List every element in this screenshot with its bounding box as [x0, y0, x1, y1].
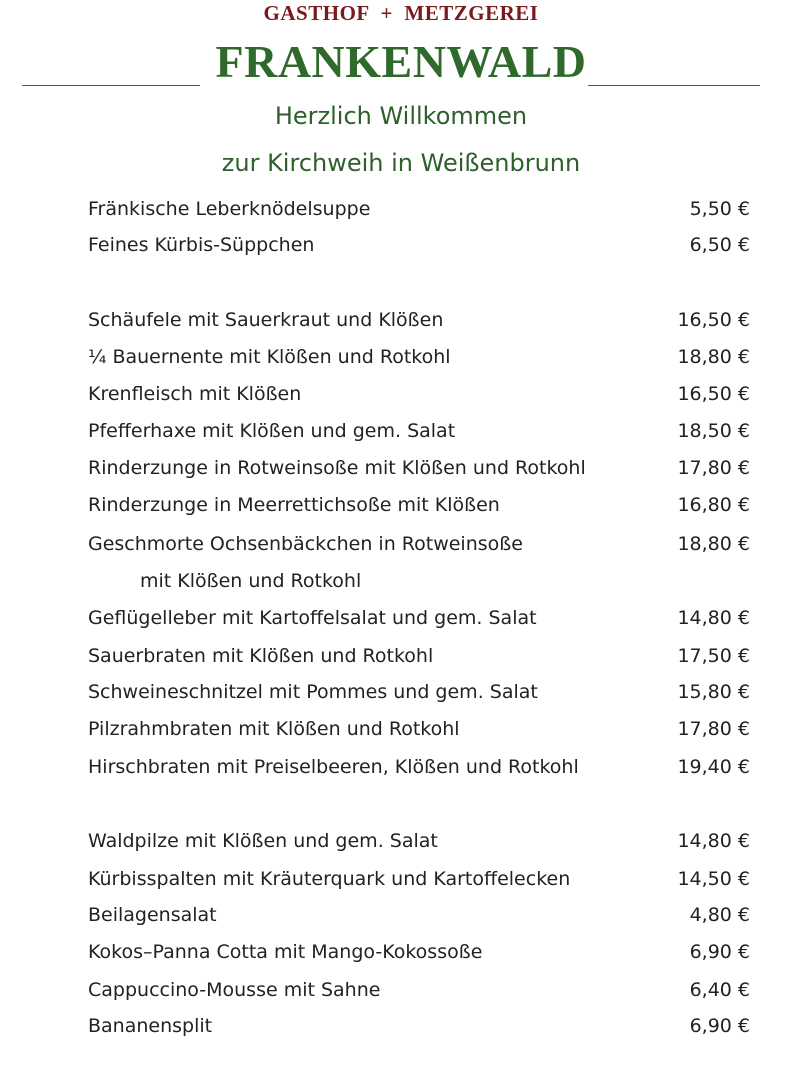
menu-item-name: Cappuccino-Mousse mit Sahne [88, 979, 381, 1001]
menu-item [88, 453, 756, 483]
menu-item [88, 677, 756, 707]
menu-item-price: 4,80 € [689, 904, 750, 926]
menu-item-price: 6,90 € [689, 941, 750, 963]
menu-item-price: 16,80 € [677, 494, 750, 516]
welcome-line-2: zur Kirchweih in Weißenbrunn [221, 149, 581, 177]
menu-item-price: 17,80 € [677, 718, 750, 740]
menu-item-name: Rinderzunge in Meerrettichsoße mit Klößen [88, 494, 500, 516]
menu-item-price: 14,50 € [677, 868, 750, 890]
menu-item-name: Schäufele mit Sauerkraut und Klößen [88, 309, 444, 331]
menu-item-name: Pilzrahmbraten mit Klößen und Rotkohl [88, 718, 460, 740]
menu-item-name: ¼ Bauernente mit Klößen und Rotkohl [88, 346, 451, 368]
menu-item [88, 752, 756, 782]
menu-item-price: 16,50 € [677, 309, 750, 331]
menu-item-price: 5,50 € [689, 198, 750, 220]
menu-item [88, 342, 756, 372]
menu-item [88, 194, 756, 224]
menu-item-name: Waldpilze mit Klößen und gem. Salat [88, 830, 438, 852]
menu-item [88, 1011, 756, 1041]
menu-item-name: Geschmorte Ochsenbäckchen in Rotweinsoße [88, 533, 523, 555]
menu-item-price: 17,80 € [677, 457, 750, 479]
menu-item-price: 15,80 € [677, 681, 750, 703]
menu-item-name: Geflügelleber mit Kartoffelsalat und gem. Salat [88, 607, 537, 629]
menu-item-price: 6,40 € [689, 979, 750, 1001]
menu-item-name: Beilagensalat [88, 904, 217, 926]
menu-item-price: 18,80 € [677, 533, 750, 555]
menu-item [88, 230, 756, 260]
menu-item [88, 975, 756, 1005]
menu-item-name: Hirschbraten mit Preiselbeeren, Klößen und Rotkohl [88, 756, 579, 778]
menu-item [88, 490, 756, 520]
menu-item-price: 17,50 € [677, 645, 750, 667]
menu-item [88, 900, 756, 930]
welcome-line-1: Herzlich Willkommen [274, 102, 528, 130]
menu-item-continuation [88, 566, 756, 596]
menu-item-name: Pfefferhaxe mit Klößen und gem. Salat [88, 420, 456, 442]
menu-item-name: Krenfleisch mit Klößen [88, 383, 302, 405]
menu-item [88, 714, 756, 744]
menu-item-name: Bananensplit [88, 1015, 213, 1037]
menu-item-price: 6,90 € [689, 1015, 750, 1037]
menu-item [88, 416, 756, 446]
menu-item-price: 18,80 € [677, 346, 750, 368]
menu-item [88, 379, 756, 409]
menu-item [88, 826, 756, 856]
menu-item-name: Rinderzunge in Rotweinsoße mit Klößen und Rotkohl [88, 457, 586, 479]
menu-item-name: Sauerbraten mit Klößen und Rotkohl [88, 645, 434, 667]
menu-item [88, 529, 756, 559]
menu-item-name: Feines Kürbis-Süppchen [88, 234, 315, 256]
brand-title: FRANKENWALD [215, 36, 587, 87]
menu-item [88, 937, 756, 967]
menu-item-name: Schweineschnitzel mit Pommes und gem. Salat [88, 681, 538, 703]
menu-item-name: Kürbisspalten mit Kräuterquark und Kartoffelecken [88, 868, 571, 890]
menu-item-price: 14,80 € [677, 607, 750, 629]
menu-item-name: Kokos–Panna Cotta mit Mango-Kokossoße [88, 941, 483, 963]
menu-item [88, 641, 756, 671]
menu-item-price: 6,50 € [689, 234, 750, 256]
menu-item-price: 16,50 € [677, 383, 750, 405]
menu-item-price: 18,50 € [677, 420, 750, 442]
menu-item-price: 19,40 € [677, 756, 750, 778]
menu-item [88, 603, 756, 633]
menu-item-price: 14,80 € [677, 830, 750, 852]
menu-item-name: Fränkische Leberknödelsuppe [88, 198, 371, 220]
menu-item [88, 864, 756, 894]
menu-item [88, 305, 756, 335]
menu-item-name: mit Klößen und Rotkohl [140, 570, 362, 592]
header-top-line: GASTHOF + METZGEREI [263, 1, 539, 25]
